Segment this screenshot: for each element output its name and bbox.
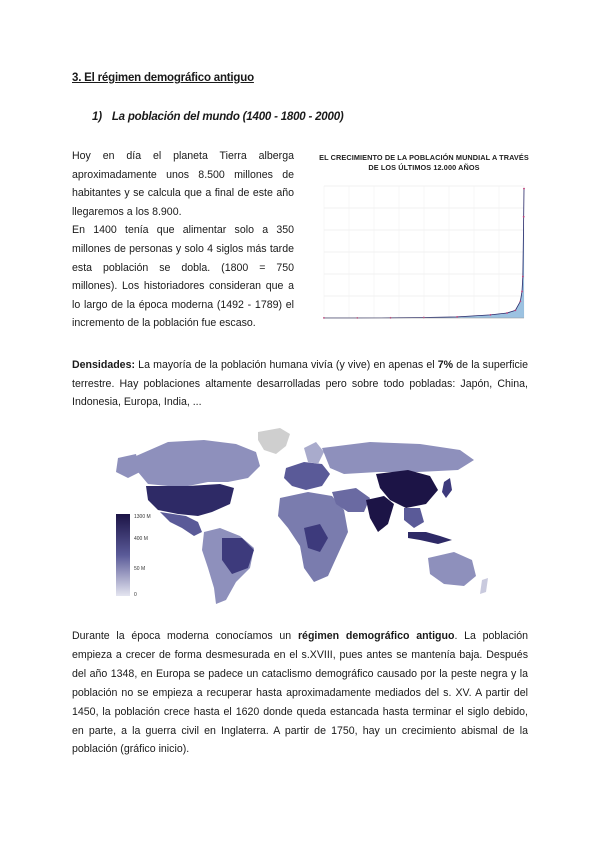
densidades-label: Densidades: — [72, 359, 135, 371]
intro-paragraph-2: En 1400 tenía que alimentar solo a 350 millones de personas y solo 4 siglos más tarde esta población se dobla. (1800 = 750 millones). Los historiadores consideran que a lo largo de la época moderna (1492 - 1789) el incremento de la población fue escaso. — [72, 224, 294, 330]
intro-paragraph-1: Hoy en día el planeta Tierra alberga aproximadamente unos 8.500 millones de habitantes y se calcula que a final de este año llegaremos a los 8.900. — [72, 150, 294, 218]
chart-data-point — [489, 314, 491, 316]
map-legend-bar — [116, 514, 130, 596]
population-world-map — [108, 428, 494, 608]
legend-label-2: 400 M — [134, 536, 148, 542]
chart-data-point — [519, 301, 521, 303]
legend-label-3: 50 M — [134, 566, 146, 572]
chart-data-point — [514, 309, 516, 311]
chart-data-point — [523, 188, 525, 190]
final-highlight: régimen demográfico antiguo — [297, 630, 455, 642]
chart-data-point — [523, 216, 525, 218]
legend-label-1: 1300 M — [134, 514, 151, 520]
population-growth-chart — [318, 150, 530, 332]
chart-data-point — [521, 291, 523, 293]
final-text-1: Durante la época moderna conocíamos un — [72, 630, 298, 642]
subsection-title: La población del mundo (1400 - 1800 - 2000) — [111, 111, 344, 123]
legend-label-4: 0 — [134, 592, 137, 598]
chart-canvas — [318, 150, 530, 332]
world-map-image — [108, 428, 494, 608]
section-title: 3. El régimen demográfico antiguo — [72, 72, 254, 84]
chart-data-point — [456, 316, 458, 318]
final-paragraph — [72, 627, 528, 759]
chart-data-point — [506, 312, 508, 314]
intro-text — [72, 147, 294, 333]
densidades-paragraph — [72, 356, 528, 412]
chart-title: EL CRECIMIENTO DE LA POBLACIÓN MUNDIAL A TRAVÉS DE LOS ÚLTIMOS 12.000 AÑOS — [319, 153, 529, 172]
densidades-text-1: La mayoría de la población humana vivía (y vive) en apenas el — [135, 359, 438, 371]
subsection-heading — [92, 111, 344, 123]
densidades-highlight: 7% — [437, 359, 454, 371]
final-text-2: . La población empieza a crecer de forma desmesurada en el s.XVIII, pues antes se mantenía baja. Después del año 1348, en Europa se padece un cataclismo demográfico causado por la peste negra y la población no se empieza a recuperar hasta aproximadamente mediados del s. XV. A partir del 1450, la población crece hasta el 1620 donde queda estancada hasta terminar el siglo debido, en parte, a la guerra civil en Inglaterra. A partir de 1750, hay un crecimiento abismal de la población (gráfico inicio). — [72, 630, 529, 756]
chart-data-point — [522, 276, 524, 278]
subsection-number: 1) — [92, 111, 102, 123]
densidades-text-2: de la superficie terrestre. Hay poblaciones altamente desarrolladas pero sobre todo pobladas: Japón, China, Indonesia, Europa, India, ... — [72, 359, 528, 409]
